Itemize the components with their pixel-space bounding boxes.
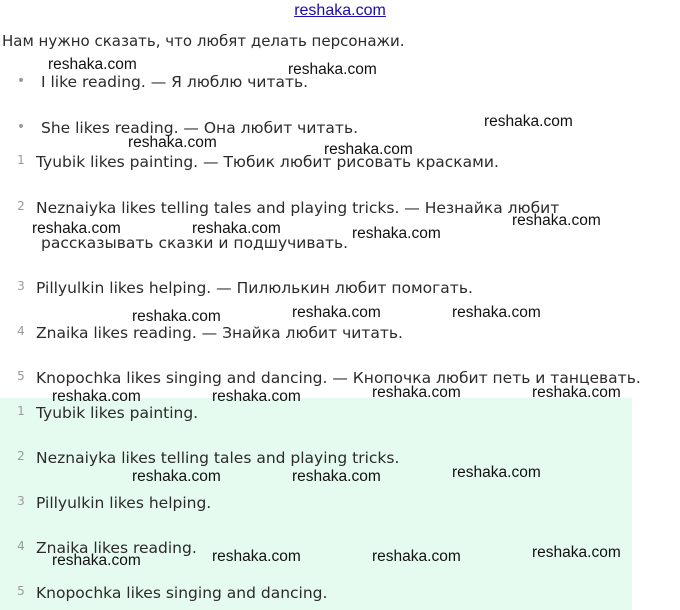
answer-text: Pillyulkin likes helping. (36, 494, 212, 512)
watermark: reshaka.com (52, 552, 141, 569)
translation-text-continued: рассказывать сказки и подшучивать. (41, 234, 349, 252)
item-number: 5 (17, 584, 25, 598)
translation-text: Neznaiyka likes telling tales and playing tricks. — Незнайка любит (36, 199, 560, 217)
watermark: reshaka.com (532, 384, 621, 401)
watermark: reshaka.com (452, 304, 541, 321)
bullet-text: I like reading. — Я люблю читать. (41, 73, 309, 91)
item-number: 3 (17, 494, 25, 508)
intro-text: Нам нужно сказать, что любят делать персонажи. (2, 32, 405, 50)
translation-text: Pillyulkin likes helping. — Пилюлькин любит помогать. (36, 279, 473, 297)
item-number: 2 (17, 449, 25, 463)
watermark: reshaka.com (372, 384, 461, 401)
watermark: reshaka.com (192, 220, 281, 237)
watermark: reshaka.com (292, 304, 381, 321)
item-number: 5 (17, 369, 25, 383)
watermark: reshaka.com (212, 388, 301, 405)
translation-text: Knopochka likes singing and dancing. — Кнопочка любит петь и танцевать. (36, 369, 641, 387)
watermark: reshaka.com (452, 464, 541, 481)
bullet-icon: • (16, 73, 26, 89)
watermark: reshaka.com (288, 61, 377, 78)
item-number: 4 (17, 539, 25, 553)
answer-text: Knopochka likes singing and dancing. (36, 584, 328, 602)
watermark: reshaka.com (212, 548, 301, 565)
item-number: 3 (17, 279, 25, 293)
translation-text: Tyubik likes painting. — Тюбик любит рисовать красками. (36, 153, 499, 171)
watermark: reshaka.com (532, 544, 621, 561)
translation-text: Znaika likes reading. — Знайка любит читать. (36, 324, 403, 342)
watermark: reshaka.com (324, 141, 413, 158)
watermark: reshaka.com (48, 56, 137, 73)
watermark: reshaka.com (512, 212, 601, 229)
watermark: reshaka.com (132, 468, 221, 485)
watermark: reshaka.com (52, 388, 141, 405)
item-number: 1 (17, 404, 25, 418)
item-number: 2 (17, 199, 25, 213)
item-number: 4 (17, 324, 25, 338)
site-link[interactable]: reshaka.com (294, 2, 386, 19)
watermark: reshaka.com (32, 220, 121, 237)
bullet-text: She likes reading. — Она любит читать. (41, 119, 359, 137)
watermark: reshaka.com (352, 225, 441, 242)
watermark: reshaka.com (128, 134, 217, 151)
answer-text: Neznaiyka likes telling tales and playing tricks. (36, 449, 400, 467)
watermark: reshaka.com (372, 548, 461, 565)
watermark: reshaka.com (292, 468, 381, 485)
bullet-icon: • (16, 119, 26, 135)
watermark: reshaka.com (484, 113, 573, 130)
watermark: reshaka.com (132, 308, 221, 325)
answer-text: Znaika likes reading. (36, 539, 197, 557)
answer-text: Tyubik likes painting. (36, 404, 199, 422)
item-number: 1 (17, 153, 25, 167)
